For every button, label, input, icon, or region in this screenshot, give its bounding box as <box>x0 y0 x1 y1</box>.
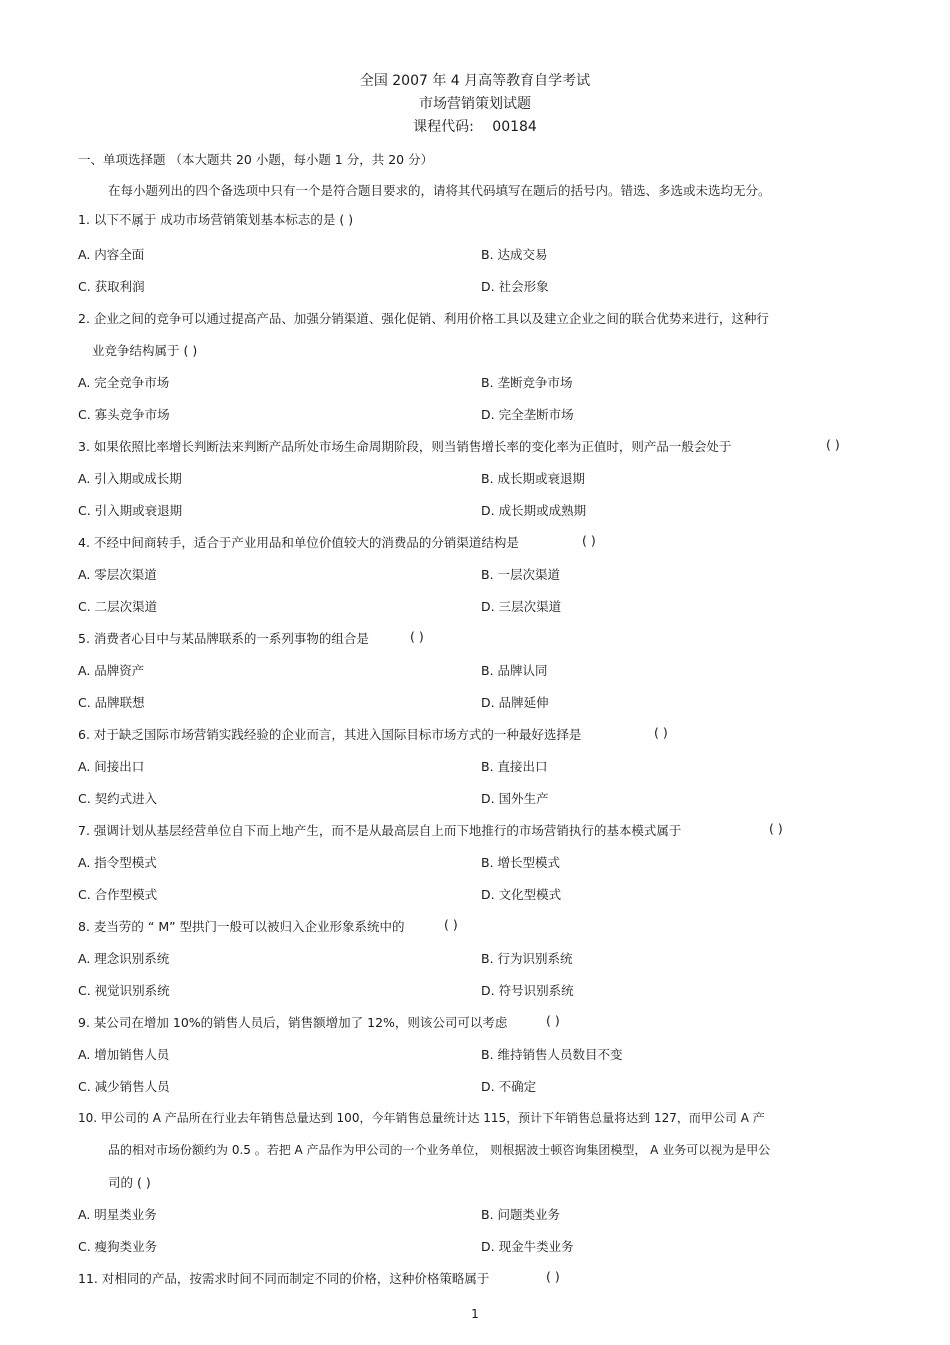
q2-option-a: A. 完全竞争市场 <box>78 375 170 390</box>
q10-option-c: C. 瘦狗类业务 <box>78 1239 158 1254</box>
q7-option-b: B. 增长型模式 <box>481 855 561 870</box>
page-number: 1 <box>471 1307 479 1321</box>
q1-option-c: C. 获取利润 <box>78 279 145 294</box>
q3-option-d: D. 成长期或成熟期 <box>481 503 587 518</box>
q3-option-b: B. 成长期或衰退期 <box>481 471 586 486</box>
q6-option-b: B. 直接出口 <box>481 759 548 774</box>
section-instructions: 在每小题列出的四个备选项中只有一个是符合题目要求的，请将其代码填写在题后的括号内。错选、多选或未选均无分。 <box>108 183 771 198</box>
q7-option-d: D. 文化型模式 <box>481 887 562 902</box>
q9-option-b: B. 维持销售人员数目不变 <box>481 1047 623 1062</box>
exam-title: 全国 2007 年 4 月高等教育自学考试 <box>359 73 591 89</box>
question-10-stem: 10. 甲公司的 A 产品所在行业去年销售总量达到 100，今年销售总量统计达 115，预计下年销售总量将达到 127，而甲公司 A 产 <box>78 1111 765 1125</box>
q4-option-a: A. 零层次渠道 <box>78 567 157 582</box>
q5-option-c: C. 品牌联想 <box>78 695 145 710</box>
q1-option-a: A. 内容全面 <box>78 247 145 262</box>
q5-option-a: A. 品牌资产 <box>78 663 145 678</box>
question-3-stem: 3. 如果依照比率增长判断法来判断产品所处市场生命周期阶段，则当销售增长率的变化率为正值时，则产品一般会处于 <box>78 439 732 454</box>
emphasis-text: 不属于 <box>118 212 157 227</box>
question-2-stem: 2. 企业之间的竞争可以通过提高产品、加强分销渠道、强化促销、利用价格工具以及建立企业之间的联合优势来进行，这种行 <box>78 311 769 326</box>
question-11-stem: 11. 对相同的产品，按需求时间不同而制定不同的价格，这种价格策略属于 <box>78 1271 490 1286</box>
answer-bracket: ( ) <box>444 917 458 932</box>
q9-option-c: C. 减少销售人员 <box>78 1079 170 1094</box>
answer-bracket: ( ) <box>410 629 424 644</box>
q10-option-d: D. 现金牛类业务 <box>481 1239 574 1254</box>
question-10-stem-cont2: 司的 ( ) <box>108 1175 151 1190</box>
question-5-stem: 5. 消费者心目中与某品牌联系的一系列事物的组合是 <box>78 631 369 646</box>
question-8-stem: 8. 麦当劳的 “ M” 型拱门一般可以被归入企业形象系统中的 <box>78 919 405 934</box>
q2-option-c: C. 寡头竞争市场 <box>78 407 170 422</box>
answer-bracket: ( ) <box>654 725 668 740</box>
q6-option-a: A. 间接出口 <box>78 759 145 774</box>
q1-option-b: B. 达成交易 <box>481 247 548 262</box>
answer-bracket: ( ) <box>826 437 840 452</box>
section-heading: 一、单项选择题 （本大题共 20 小题，每小题 1 分，共 20 分） <box>78 152 434 167</box>
question-1-stem: 1. 以下不属于 成功市场营销策划基本标志的是 ( ) <box>78 212 354 227</box>
question-4-stem: 4. 不经中间商转手，适合于产业用品和单位价值较大的消费品的分销渠道结构是 <box>78 535 519 550</box>
answer-bracket: ( ) <box>546 1269 560 1284</box>
q2-option-d: D. 完全垄断市场 <box>481 407 574 422</box>
q6-option-d: D. 国外生产 <box>481 791 549 806</box>
q9-option-d: D. 不确定 <box>481 1079 537 1094</box>
q8-option-c: C. 视觉识别系统 <box>78 983 170 998</box>
q4-option-d: D. 三层次渠道 <box>481 599 562 614</box>
q10-option-a: A. 明星类业务 <box>78 1207 157 1222</box>
q5-option-d: D. 品牌延伸 <box>481 695 549 710</box>
q8-option-d: D. 符号识别系统 <box>481 983 574 998</box>
q5-option-b: B. 品牌认同 <box>481 663 548 678</box>
q8-option-b: B. 行为识别系统 <box>481 951 573 966</box>
subject-title: 市场营销策划试题 <box>419 96 531 112</box>
q2-option-b: B. 垄断竞争市场 <box>481 375 573 390</box>
q4-option-b: B. 一层次渠道 <box>481 567 561 582</box>
answer-bracket: ( ) <box>582 533 596 548</box>
q3-option-a: A. 引入期或成长期 <box>78 471 182 486</box>
q3-option-c: C. 引入期或衰退期 <box>78 503 183 518</box>
q6-option-c: C. 契约式进入 <box>78 791 158 806</box>
answer-bracket: ( ) <box>546 1013 560 1028</box>
course-code: 课程代码: 00184 <box>413 119 537 135</box>
q4-option-c: C. 二层次渠道 <box>78 599 158 614</box>
q10-option-b: B. 问题类业务 <box>481 1207 561 1222</box>
q7-option-a: A. 指令型模式 <box>78 855 157 870</box>
question-9-stem: 9. 某公司在增加 10%的销售人员后，销售额增加了 12%，则该公司可以考虑 <box>78 1015 508 1030</box>
question-7-stem: 7. 强调计划从基层经营单位自下而上地产生，而不是从最高层自上而下地推行的市场营销执行的基本模式属于 <box>78 823 682 838</box>
question-6-stem: 6. 对于缺乏国际市场营销实践经验的企业而言，其进入国际目标市场方式的一种最好选择是 <box>78 727 582 742</box>
question-2-stem-cont: 业竞争结构属于 ( ) <box>92 343 198 358</box>
q1-option-d: D. 社会形象 <box>481 279 549 294</box>
q9-option-a: A. 增加销售人员 <box>78 1047 170 1062</box>
q8-option-a: A. 理念识别系统 <box>78 951 170 966</box>
answer-bracket: ( ) <box>769 821 783 836</box>
q7-option-c: C. 合作型模式 <box>78 887 158 902</box>
question-10-stem-cont: 品的相对市场份额约为 0.5 。若把 A 产品作为甲公司的一个业务单位， 则根据波士顿咨询集团模型， A 业务可以视为是甲公 <box>108 1143 771 1157</box>
